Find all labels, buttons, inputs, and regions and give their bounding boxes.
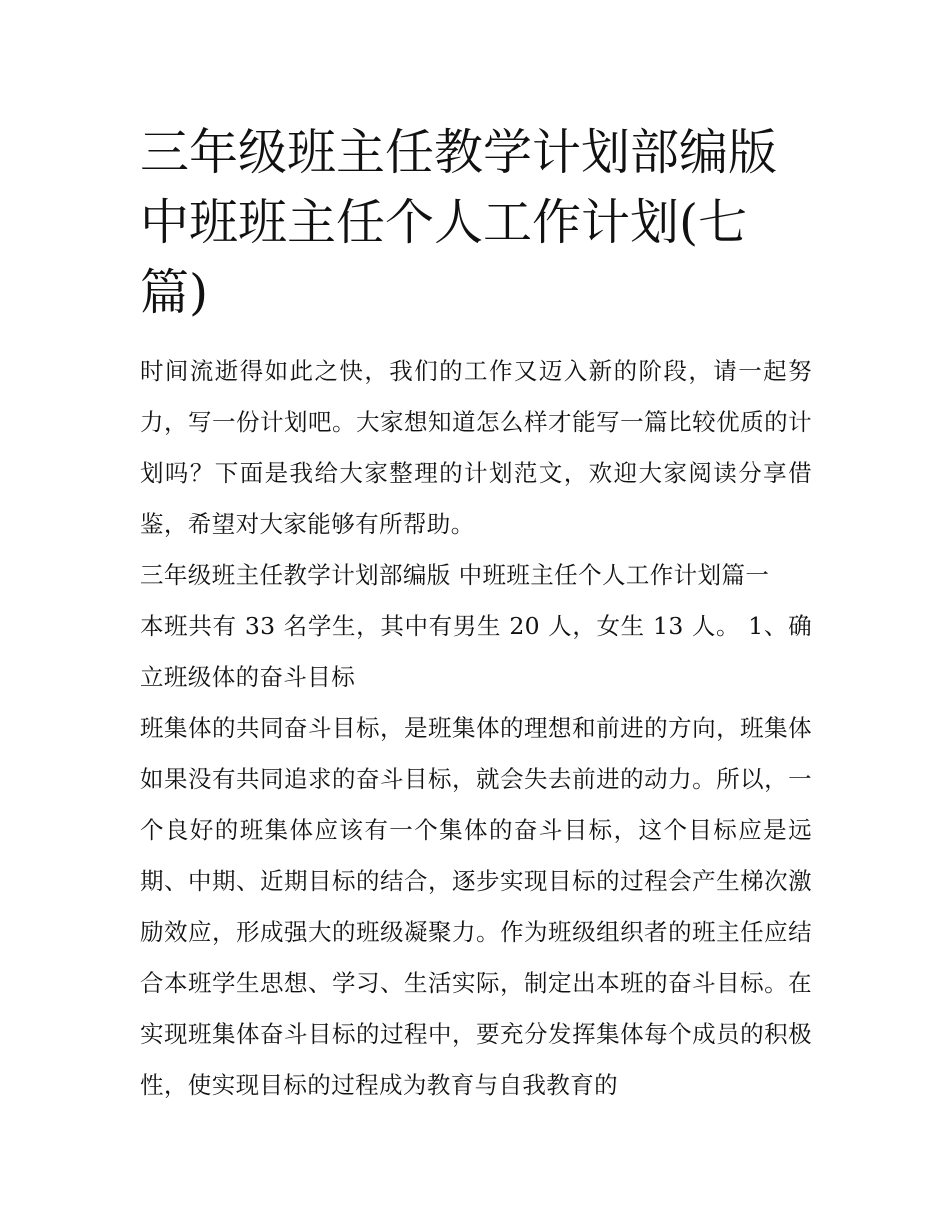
document-title: 三年级班主任教学计划部编版中班班主任个人工作计划(七篇): [140, 124, 778, 321]
document-body: [140, 346, 820, 1111]
document-content: [140, 118, 820, 1111]
goal-paragraph: 班集体的共同奋斗目标，是班集体的理想和前进的方向，班集体如果没有共同追求的奋斗目标，就会失去前进的动力。所以，一个良好的班集体应该有一个集体的奋斗目标，这个目标应是远期、中期、近期目标的结合，逐步实现目标的过程会产生梯次激励效应，形成强大的班级凝聚力。作为班级组织者的班主任应结合本班学生思想、学习、生活实际，制定出本班的奋斗目标。在实现班集体奋斗目标的过程中，要充分发挥集体每个成员的积极性，使实现目标的过程成为教育与自我教育的: [140, 714, 812, 1099]
section-heading: 三年级班主任教学计划部编版 中班班主任个人工作计划篇一: [140, 561, 770, 589]
class-info-paragraph: 本班共有 33 名学生，其中有男生 20 人，女生 13 人。 1、确立班级体的奋斗目标: [140, 612, 812, 691]
intro-paragraph: 时间流逝得如此之快，我们的工作又迈入新的阶段，请一起努力，写一份计划吧。大家想知道怎么样才能写一篇比较优质的计划吗？下面是我给大家整理的计划范文，欢迎大家阅读分享借鉴，希望对大家能够有所帮助。: [140, 357, 812, 538]
